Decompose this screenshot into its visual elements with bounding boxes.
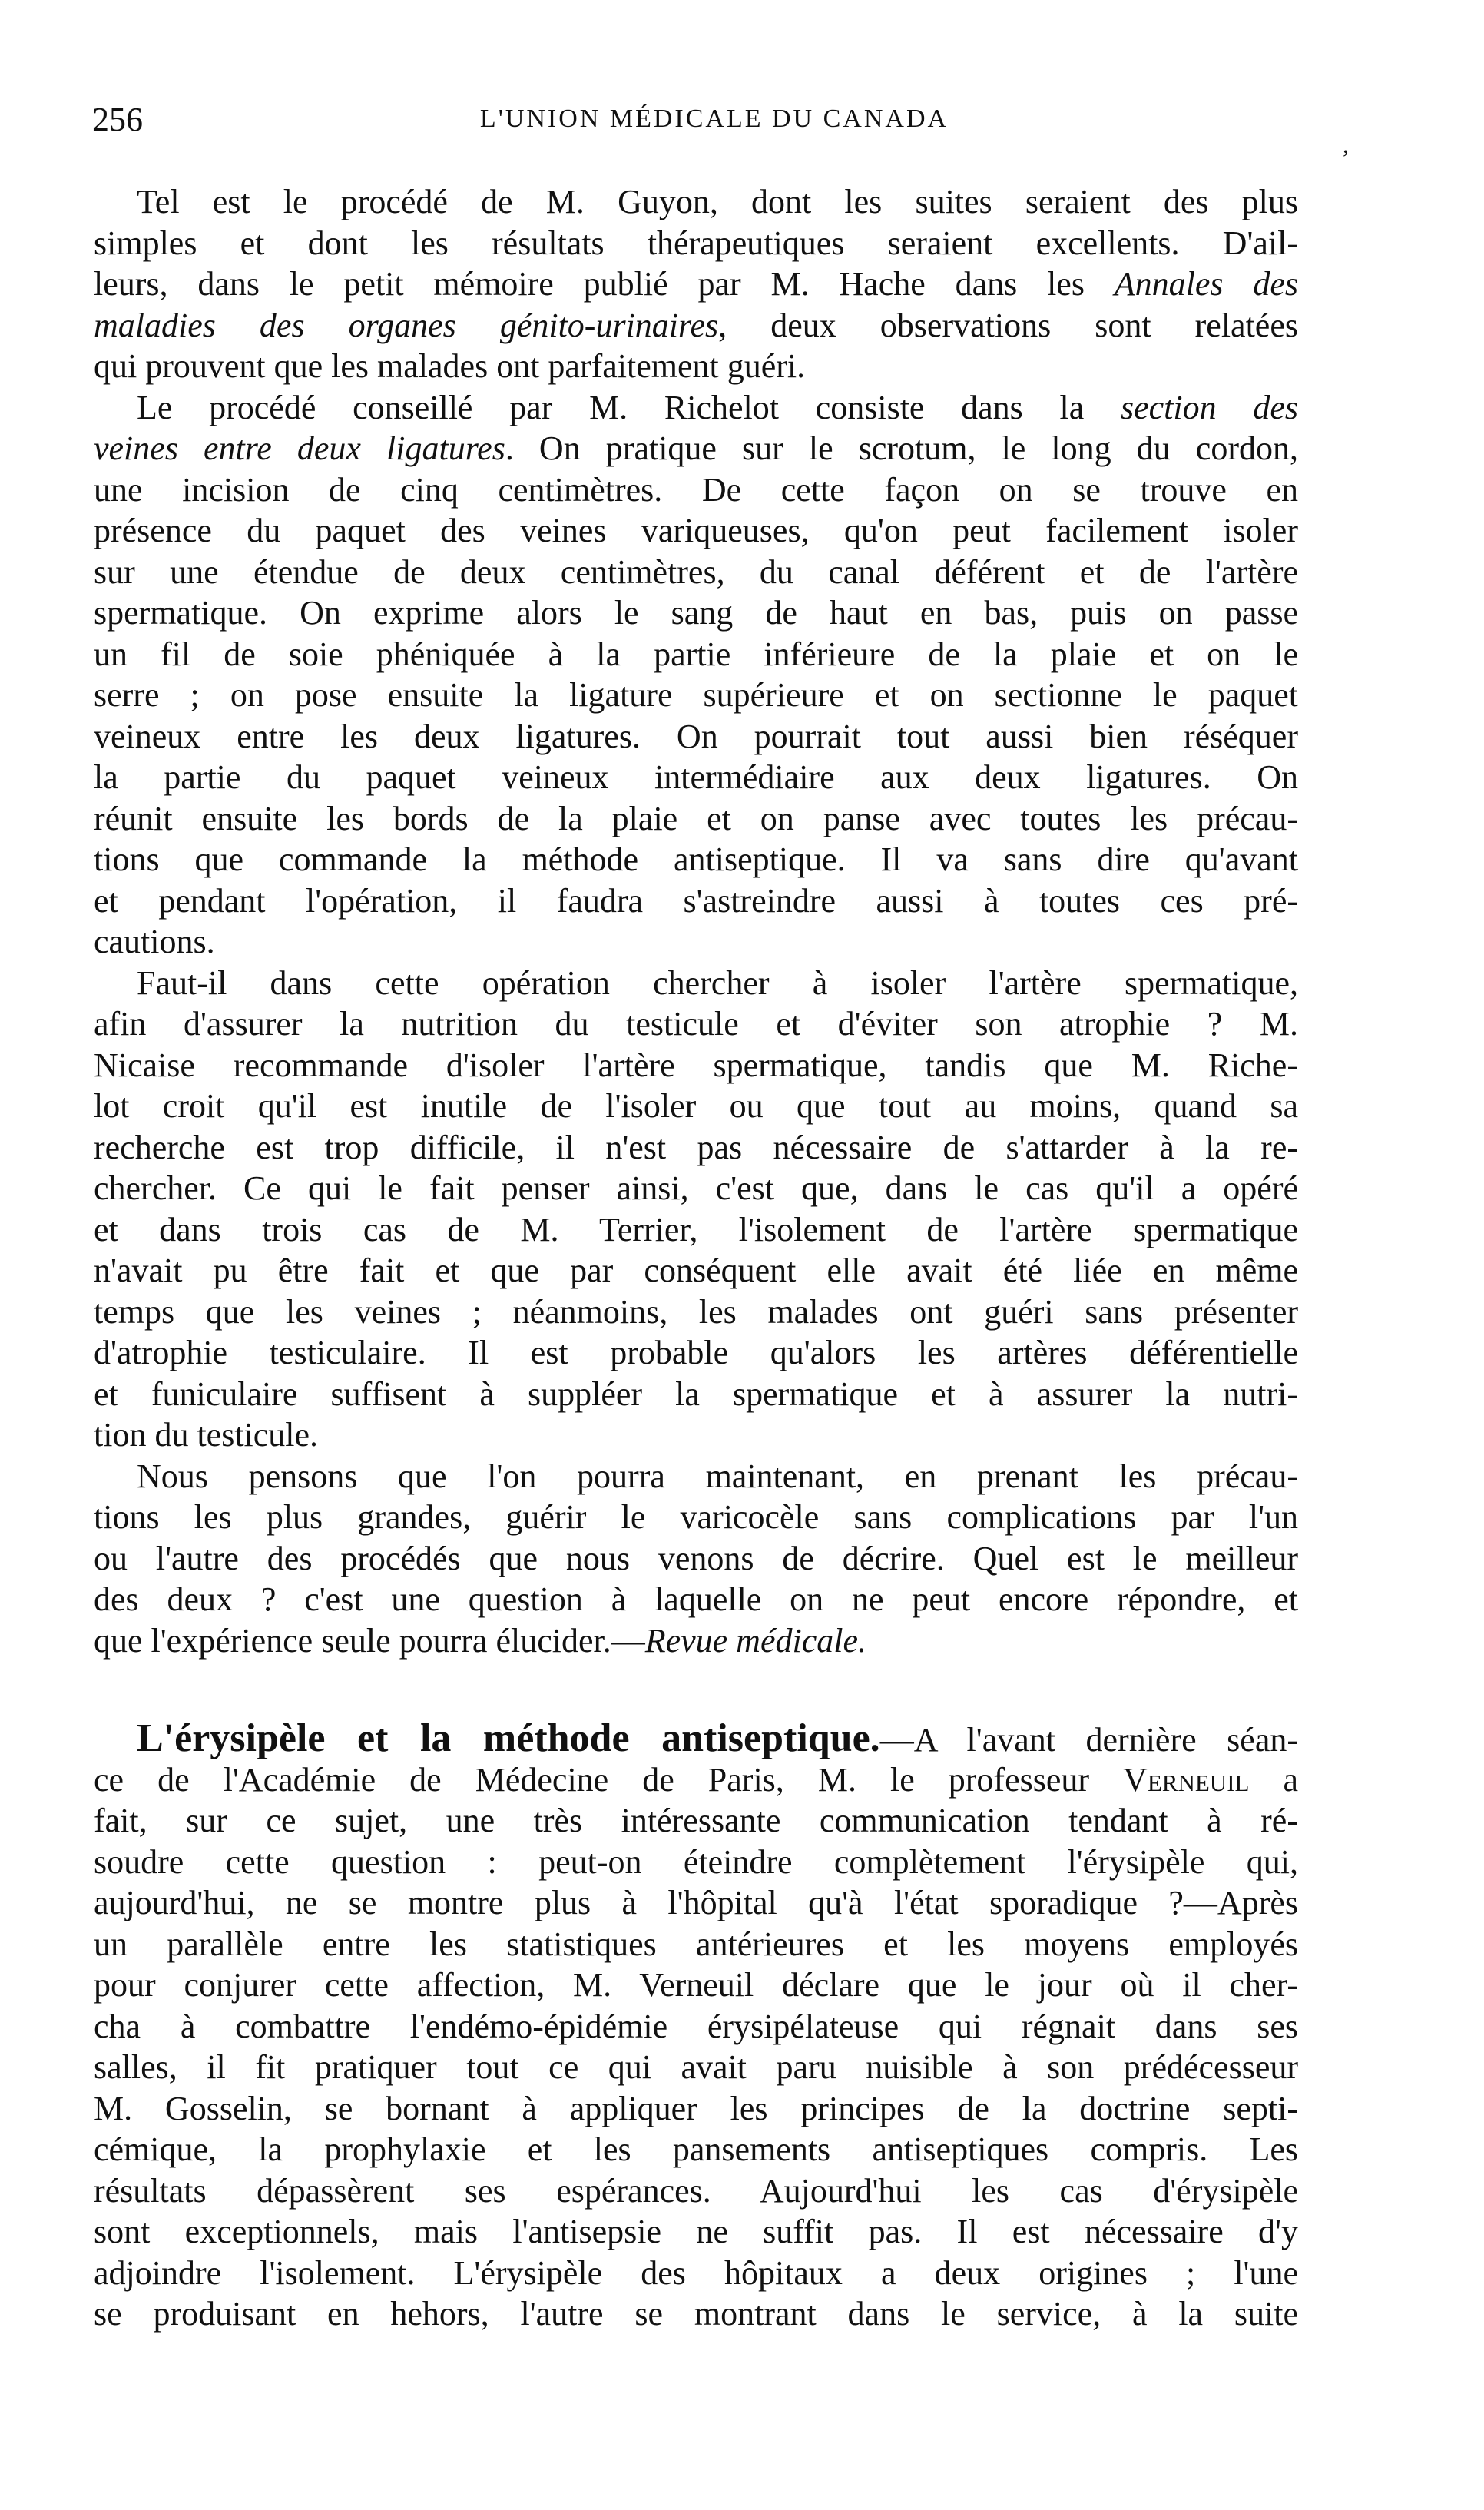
text-line: tion du testicule.	[94, 1416, 319, 1454]
text-line: veines entre deux ligatures. On pratique sur le scrotum, le long du cordon,	[94, 429, 1298, 467]
text-line: qui prouvent que les malades ont parfaitement guéri.	[94, 347, 806, 385]
text-line: et dans trois cas de M. Terrier, l'isolement de l'artère spermatique	[94, 1210, 1298, 1248]
text-line: sur une étendue de deux centimètres, du canal déférent et de l'artère	[94, 552, 1298, 591]
text-line: cha à combattre l'endémo-épidémie érysipélateuse qui régnait dans ses	[94, 2007, 1298, 2045]
body-text	[94, 181, 1298, 2335]
text-line: chercher. Ce qui le fait penser ainsi, c'est que, dans le cas qu'il a opéré	[94, 1169, 1298, 1207]
paragraph	[94, 181, 1298, 387]
paragraph	[94, 387, 1298, 963]
text-line: adjoindre l'isolement. L'érysipèle des hôpitaux a deux origines ; l'une	[94, 2253, 1298, 2292]
text-line: une incision de cinq centimètres. De cette façon on se trouve en	[94, 470, 1298, 509]
text-line: résultats dépassèrent ses espérances. Aujourd'hui les cas d'érysipèle	[94, 2171, 1298, 2210]
text-line: cautions.	[94, 923, 215, 960]
text-line: M. Gosselin, se bornant à appliquer les principes de la doctrine septi-	[94, 2089, 1298, 2127]
paragraph	[94, 963, 1298, 1456]
text-line: afin d'assurer la nutrition du testicule et d'éviter son atrophie ? M.	[94, 1005, 1298, 1043]
text-line: présence du paquet des veines variqueuses, qu'on peut facilement isoler	[94, 512, 1298, 549]
article-first-line-rest: —A l'avant dernière séan-	[879, 1721, 1298, 1759]
text-line: n'avait pu être fait et que par conséquent elle avait été liée en même	[94, 1252, 1298, 1289]
text-line: et pendant l'opération, il faudra s'astreindre aussi à toutes ces pré-	[94, 881, 1298, 920]
text-line: des deux ? c'est une question à laquelle on ne peut encore répondre, et	[94, 1580, 1298, 1618]
text-line: salles, il fit pratiquer tout ce qui avait paru nuisible à son prédécesseur	[94, 2048, 1298, 2086]
text-line: ou l'autre des procédés que nous venons de décrire. Quel est le meilleur	[94, 1539, 1298, 1577]
text-line-body: que l'expérience seule pourra élucider.—	[94, 1621, 645, 1660]
text-line: d'atrophie testiculaire. Il est probable qu'alors les artères déférentielle	[94, 1334, 1298, 1371]
section-gap	[94, 1661, 1298, 1718]
text-line: spermatique. On exprime alors le sang de haut en bas, puis on passe	[94, 594, 1298, 632]
page-number: 256	[92, 101, 143, 138]
text-line: tions les plus grandes, guérir le varicocèle sans complications par l'un	[94, 1498, 1298, 1536]
author-name: Verneuil	[1123, 1760, 1250, 1799]
text-line: serre ; on pose ensuite la ligature supérieure et on sectionne le paquet	[94, 676, 1298, 714]
text-line: pour conjurer cette affection, M. Verneuil déclare que le jour où il cher-	[94, 1966, 1298, 2004]
text-line: sont exceptionnels, mais l'antisepsie ne suffit pas. Il est nécessaire d'y	[94, 2213, 1298, 2250]
text-line: cémique, la prophylaxie et les pansements antiseptiques compris. Les	[94, 2130, 1298, 2168]
page-header	[92, 100, 1337, 146]
text-line-body: ce de l'Académie de Médecine de Paris, M. le professeur	[94, 1760, 1090, 1799]
article-first-line	[94, 1718, 1298, 1759]
text-line: la partie du paquet veineux intermédiaire aux deux ligatures. On	[94, 758, 1298, 796]
article-erysipele	[94, 1718, 1298, 2335]
text-line: maladies des organes génito-urinaires, deux observations sont relatées	[94, 306, 1298, 344]
text-line: un fil de soie phéniquée à la partie inférieure de la plaie et on le	[94, 635, 1298, 673]
text-line: lot croit qu'il est inutile de l'isoler ou que tout au moins, quand sa	[94, 1087, 1298, 1125]
article-title: L'érysipèle et la méthode antiseptique.	[137, 1716, 880, 1760]
text-line: un parallèle entre les statistiques antérieures et les moyens employés	[94, 1925, 1298, 1963]
text-line: Tel est le procédé de M. Guyon, dont les suites seraient des plus	[137, 183, 1298, 220]
text-line: simples et dont les résultats thérapeutiques seraient excellents. D'ail-	[94, 224, 1298, 262]
text-line: Nicaise recommande d'isoler l'artère spermatique, tandis que M. Riche-	[94, 1046, 1298, 1084]
text-line: recherche est trop difficile, il n'est pas nécessaire de s'attarder à la re-	[94, 1128, 1298, 1166]
text-line: temps que les veines ; néanmoins, les malades ont guéri sans présenter	[94, 1292, 1298, 1331]
text-line: se produisant en hehors, l'autre se montrant dans le service, à la suite	[94, 2295, 1298, 2333]
text-line: fait, sur ce sujet, une très intéressante communication tendant à ré-	[94, 1802, 1298, 1839]
source-citation: Revue médicale.	[644, 1621, 866, 1660]
text-line: et funiculaire suffisent à suppléer la spermatique et à assurer la nutri-	[94, 1374, 1298, 1413]
text-line: soudre cette question : peut-on éteindre complètement l'érysipèle qui,	[94, 1842, 1298, 1881]
text-line: réunit ensuite les bords de la plaie et on panse avec toutes les précau-	[94, 799, 1298, 837]
text-line: veineux entre les deux ligatures. On pourrait tout aussi bien réséquer	[94, 717, 1298, 755]
text-line: Nous pensons que l'on pourra maintenant, en prenant les précau-	[137, 1457, 1298, 1495]
text-line: Le procédé conseillé par M. Richelot consiste dans la section des	[137, 388, 1298, 426]
text-line: leurs, dans le petit mémoire publié par M. Hache dans les Annales des	[94, 265, 1298, 303]
text-line	[94, 1759, 1298, 1801]
text-line: Faut-il dans cette opération chercher à isoler l'artère spermatique,	[137, 963, 1298, 1002]
corner-mark: ,	[1343, 131, 1349, 158]
text-line	[94, 1620, 1298, 1662]
paragraph	[94, 1456, 1298, 1662]
text-line: aujourd'hui, ne se montre plus à l'hôpital qu'à l'état sporadique ?—Après	[94, 1884, 1298, 1921]
text-line: tions que commande la méthode antiseptique. Il va sans dire qu'avant	[94, 841, 1298, 878]
running-title: L'UNION MÉDICALE DU CANADA	[479, 104, 949, 133]
text-line-tail: a	[1249, 1760, 1299, 1799]
